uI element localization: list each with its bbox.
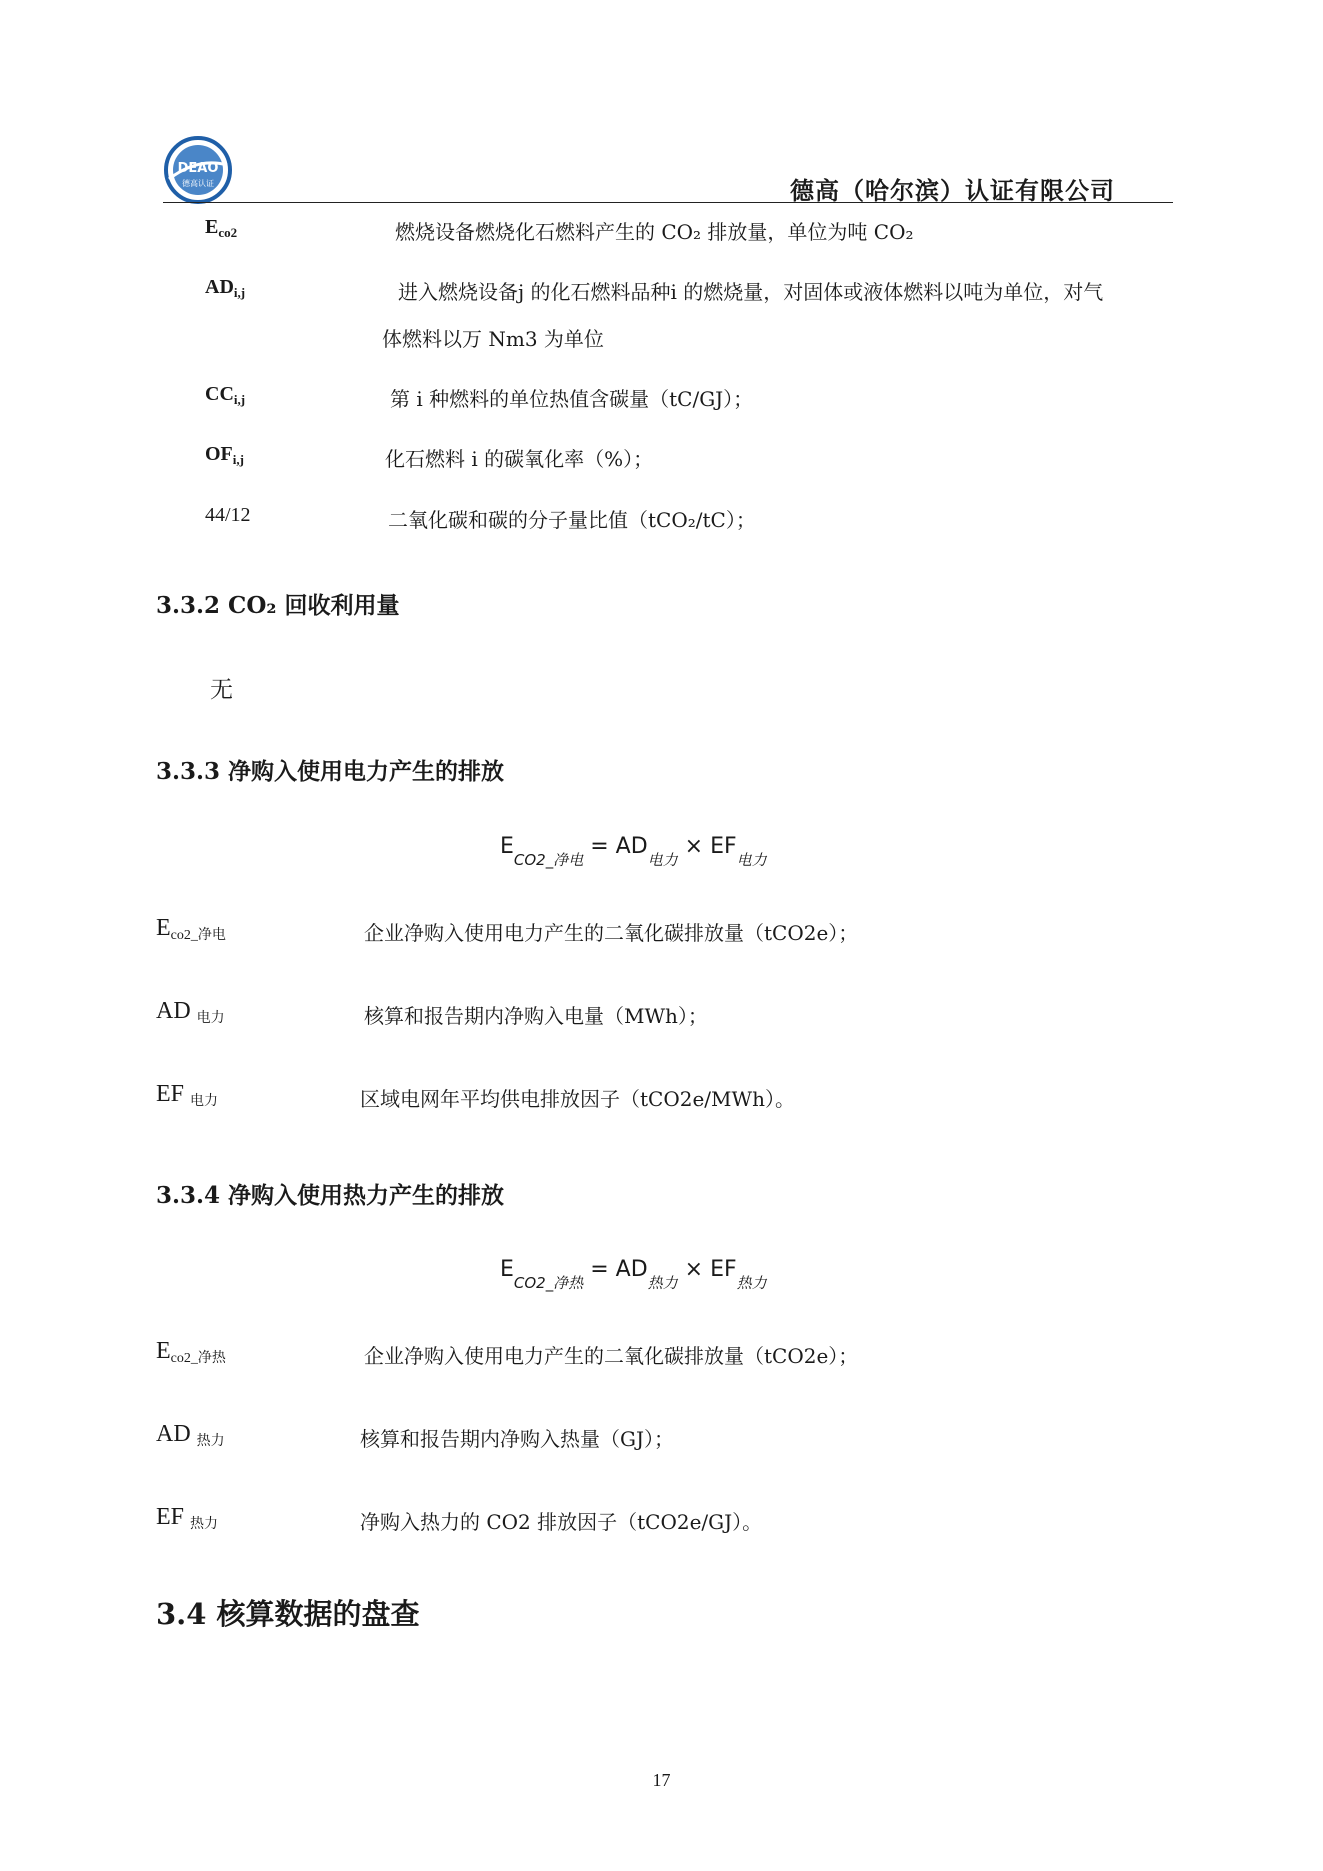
- var-desc-ef-heat: 净购入热力的 CO2 排放因子（tCO2e/GJ）。: [360, 1510, 763, 1534]
- var-symbol-eco2: $E_{co2}$: [205, 216, 238, 240]
- var-symbol-ratio: 44/12: [205, 504, 251, 526]
- page-number: 17: [652, 1770, 671, 1790]
- logo-subtext: 德高认证: [182, 179, 214, 188]
- var-symbol-e-heat: Eco2_净热: [156, 1338, 226, 1366]
- var-desc-ef-elec: 区域电网年平均供电排放因子（tCO2e/MWh）。: [360, 1087, 795, 1111]
- var-symbol-e-elec: Eco2_净电: [156, 915, 226, 943]
- section-heading-34: 3.4 核算数据的盘查: [156, 1597, 420, 1631]
- formula-electricity: $E_{CO2\_净电} = AD_{电力} \times EF_{电力}$: [500, 834, 767, 869]
- var-symbol-ad: $AD_{i,j}$: [205, 276, 246, 300]
- var-symbol-ad-heat: AD 热力: [156, 1421, 225, 1449]
- var-symbol-cc: $CC_{i,j}$: [205, 383, 246, 407]
- var-desc-eco2: 燃烧设备燃烧化石燃料产生的 CO₂ 排放量，单位为吨 CO₂: [395, 220, 914, 244]
- company-logo: [163, 135, 233, 205]
- var-symbol-of: $OF_{i,j}$: [205, 443, 244, 467]
- var-desc-of: 化石燃料 i 的碳氧化率（%）；: [385, 447, 654, 471]
- header-rule: [163, 202, 1173, 203]
- formula-heat: $E_{CO2\_净热} = AD_{热力} \times EF_{热力}$: [500, 1257, 767, 1292]
- section-heading-333: 3.3.3 净购入使用电力产生的排放: [156, 758, 505, 785]
- logo-text: DEAO: [177, 161, 219, 176]
- var-desc-e-elec: 企业净购入使用电力产生的二氧化碳排放量（tCO2e）；: [364, 921, 859, 945]
- var-desc-cc: 第 i 种燃料的单位热值含碳量（tC/GJ）；: [390, 387, 754, 411]
- var-desc-ad: 进入燃烧设备j 的化石燃料品种i 的燃烧量，对固体或液体燃料以吨为单位，对气: [398, 280, 1104, 304]
- var-symbol-ad-elec: AD 电力: [156, 998, 225, 1026]
- company-name: 德高（哈尔滨）认证有限公司: [790, 177, 1115, 205]
- var-desc-ad-cont: 体燃料以万 Nm3 为单位: [382, 327, 604, 351]
- var-desc-ratio: 二氧化碳和碳的分子量比值（tCO₂/tC）；: [388, 508, 756, 532]
- var-symbol-ef-heat: EF 热力: [156, 1504, 219, 1532]
- var-desc-ad-elec: 核算和报告期内净购入电量（MWh）；: [364, 1004, 708, 1028]
- var-desc-ad-heat: 核算和报告期内净购入热量（GJ）；: [360, 1427, 674, 1451]
- section-body-332: 无: [210, 677, 233, 703]
- var-desc-e-heat: 企业净购入使用电力产生的二氧化碳排放量（tCO2e）；: [364, 1344, 859, 1368]
- section-heading-332: 3.3.2 CO₂ 回收利用量: [156, 592, 400, 619]
- section-heading-334: 3.3.4 净购入使用热力产生的排放: [156, 1182, 505, 1209]
- var-symbol-ef-elec: EF 电力: [156, 1081, 219, 1109]
